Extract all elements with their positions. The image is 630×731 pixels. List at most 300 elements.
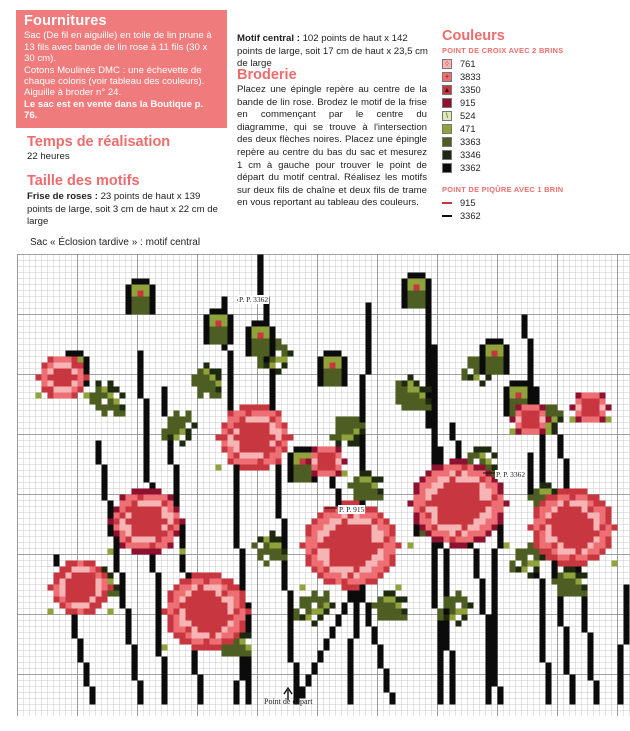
stem-stitch bbox=[234, 489, 240, 495]
bloom-stitch bbox=[330, 525, 336, 531]
bloom-stitch bbox=[360, 555, 366, 561]
stem-stitch bbox=[360, 597, 366, 603]
bloom-stitch bbox=[126, 519, 132, 525]
stem-stitch bbox=[618, 687, 624, 693]
stem-stitch bbox=[432, 363, 438, 369]
bud-stitch bbox=[510, 399, 516, 405]
bloom-stitch bbox=[588, 405, 594, 411]
leaf-stitch bbox=[246, 651, 252, 657]
color-code: 761 bbox=[460, 59, 476, 69]
leaf-stitch bbox=[402, 405, 408, 411]
stem-stitch bbox=[78, 645, 84, 651]
legend-row-915 bbox=[442, 97, 476, 109]
leaf-stitch bbox=[462, 603, 468, 609]
bud-stitch bbox=[258, 327, 264, 333]
bloom-stitch bbox=[324, 525, 330, 531]
stem-stitch bbox=[288, 591, 294, 597]
bloom-stitch bbox=[534, 411, 540, 417]
bloom-stitch bbox=[456, 471, 462, 477]
bloom-stitch bbox=[240, 621, 246, 627]
bloom-stitch bbox=[354, 567, 360, 573]
bloom-stitch bbox=[336, 543, 342, 549]
stem-stitch bbox=[546, 693, 552, 699]
stem-stitch bbox=[444, 555, 450, 561]
bud-stitch bbox=[270, 333, 276, 339]
bloom-stitch bbox=[204, 597, 210, 603]
bloom-stitch bbox=[546, 555, 552, 561]
bud-stitch bbox=[150, 291, 156, 297]
stem-stitch bbox=[618, 645, 624, 651]
bloom-stitch bbox=[228, 453, 234, 459]
stem-stitch bbox=[372, 627, 378, 633]
bloom-stitch bbox=[486, 519, 492, 525]
bloom-stitch bbox=[240, 447, 246, 453]
stem-stitch bbox=[222, 345, 228, 351]
bloom-stitch bbox=[318, 531, 324, 537]
stem-stitch bbox=[552, 567, 558, 573]
bloom-stitch bbox=[600, 411, 606, 417]
stem-stitch bbox=[138, 681, 144, 687]
stem-stitch bbox=[240, 549, 246, 555]
color-swatch bbox=[442, 124, 452, 134]
bloom-stitch bbox=[318, 567, 324, 573]
bud-stitch bbox=[480, 357, 486, 363]
bloom-stitch bbox=[546, 495, 552, 501]
bloom-stitch bbox=[72, 567, 78, 573]
bloom-stitch bbox=[78, 591, 84, 597]
stem-stitch bbox=[288, 627, 294, 633]
bloom-stitch bbox=[114, 519, 120, 525]
stem-stitch bbox=[150, 483, 156, 489]
bloom-stitch bbox=[588, 543, 594, 549]
bloom-stitch bbox=[60, 381, 66, 387]
bloom-stitch bbox=[144, 549, 150, 555]
bloom-stitch bbox=[228, 597, 234, 603]
bud-stitch bbox=[270, 345, 276, 351]
bloom-stitch bbox=[144, 531, 150, 537]
bloom-stitch bbox=[204, 639, 210, 645]
color-swatch: + bbox=[442, 72, 452, 82]
bloom-stitch bbox=[234, 459, 240, 465]
bud-stitch bbox=[420, 273, 426, 279]
bloom-stitch bbox=[372, 525, 378, 531]
stem-stitch bbox=[120, 573, 126, 579]
leaf-stitch bbox=[474, 447, 480, 453]
bloom-stitch bbox=[342, 555, 348, 561]
stem-stitch bbox=[228, 351, 234, 357]
bud-tip-stitch bbox=[216, 321, 222, 327]
bloom-stitch bbox=[540, 507, 546, 513]
bloom-stitch bbox=[492, 519, 498, 525]
bloom-stitch bbox=[72, 585, 78, 591]
leaf-stitch bbox=[408, 399, 414, 405]
bud-stitch bbox=[84, 381, 90, 387]
bloom-stitch bbox=[216, 609, 222, 615]
stem-stitch bbox=[450, 651, 456, 657]
bud-stitch bbox=[324, 381, 330, 387]
leaf-stitch bbox=[270, 363, 276, 369]
bloom-stitch bbox=[96, 585, 102, 591]
leaf-stitch bbox=[102, 393, 108, 399]
bloom-stitch bbox=[210, 639, 216, 645]
bloom-stitch bbox=[366, 561, 372, 567]
stem-stitch bbox=[138, 351, 144, 357]
leaf-stitch bbox=[414, 405, 420, 411]
stem-stitch bbox=[354, 591, 360, 597]
stem-stitch bbox=[366, 327, 372, 333]
bloom-stitch bbox=[240, 405, 246, 411]
bud-tip-stitch bbox=[492, 351, 498, 357]
bloom-stitch bbox=[156, 507, 162, 513]
bloom-stitch bbox=[444, 483, 450, 489]
bloom-stitch bbox=[576, 513, 582, 519]
bud-stitch bbox=[528, 393, 534, 399]
color-code: 3362 bbox=[460, 211, 481, 221]
leaf-stitch bbox=[192, 375, 198, 381]
bloom-stitch bbox=[564, 549, 570, 555]
sepal-stitch bbox=[108, 549, 114, 555]
leaf-stitch bbox=[210, 369, 216, 375]
bloom-stitch bbox=[432, 525, 438, 531]
bloom-stitch bbox=[210, 609, 216, 615]
leaf-stitch bbox=[186, 429, 192, 435]
bloom-stitch bbox=[210, 627, 216, 633]
sepal-stitch bbox=[342, 471, 348, 477]
stem-stitch bbox=[528, 345, 534, 351]
bloom-stitch bbox=[486, 483, 492, 489]
leaf-stitch bbox=[192, 423, 198, 429]
leaf-stitch bbox=[378, 477, 384, 483]
bloom-stitch bbox=[594, 411, 600, 417]
bloom-stitch bbox=[480, 531, 486, 537]
bud-stitch bbox=[522, 399, 528, 405]
leaf-stitch bbox=[384, 597, 390, 603]
bloom-stitch bbox=[276, 411, 282, 417]
stem-stitch bbox=[246, 669, 252, 675]
bloom-stitch bbox=[180, 609, 186, 615]
stem-stitch bbox=[198, 681, 204, 687]
leaf-stitch bbox=[234, 651, 240, 657]
bloom-stitch bbox=[192, 585, 198, 591]
bloom-stitch bbox=[570, 531, 576, 537]
stem-stitch bbox=[288, 603, 294, 609]
bloom-stitch bbox=[66, 603, 72, 609]
bloom-stitch bbox=[84, 591, 90, 597]
bloom-stitch bbox=[438, 495, 444, 501]
color-swatch bbox=[442, 150, 452, 160]
bloom-stitch bbox=[216, 591, 222, 597]
leaf-stitch bbox=[276, 339, 282, 345]
bloom-stitch bbox=[156, 519, 162, 525]
bloom-stitch bbox=[96, 567, 102, 573]
bloom-stitch bbox=[78, 573, 84, 579]
stem-stitch bbox=[234, 531, 240, 537]
stem-stitch bbox=[84, 669, 90, 675]
stem-stitch bbox=[624, 597, 630, 603]
bloom-stitch bbox=[126, 495, 132, 501]
leaf-stitch bbox=[348, 441, 354, 447]
stem-stitch bbox=[558, 615, 564, 621]
bud-stitch bbox=[486, 369, 492, 375]
bloom-stitch bbox=[444, 465, 450, 471]
bud-stitch bbox=[258, 345, 264, 351]
stem-stitch bbox=[564, 477, 570, 483]
bloom-stitch bbox=[180, 591, 186, 597]
stem-stitch bbox=[540, 447, 546, 453]
sepal-stitch bbox=[504, 543, 510, 549]
stem-stitch bbox=[246, 675, 252, 681]
stem-stitch bbox=[432, 585, 438, 591]
bud-stitch bbox=[342, 381, 348, 387]
bloom-stitch bbox=[378, 573, 384, 579]
bloom-stitch bbox=[264, 441, 270, 447]
bloom-stitch bbox=[78, 363, 84, 369]
leaf-stitch bbox=[354, 489, 360, 495]
bloom-stitch bbox=[180, 603, 186, 609]
broderie-text: Placez une épingle repère au centre de la bande de lin rose. Brodez le motif de la frise en commençant par le centre du diagramme, qui se trouve à l'intersection des deux flèches noires. Placez une épingle repère au centre du bas du sac et mesurez 1 cm à gauche pour trouver le point de départ du motif central. Réalisez les motifs sur deux fils de chaîne et deux fils de trame en vous reportant au tableau des couleurs. bbox=[237, 84, 427, 209]
stem-stitch bbox=[492, 573, 498, 579]
bloom-stitch bbox=[462, 513, 468, 519]
stem-stitch bbox=[162, 663, 168, 669]
stem-stitch bbox=[336, 495, 342, 501]
stem-stitch bbox=[540, 435, 546, 441]
stem-stitch bbox=[624, 627, 630, 633]
stem-stitch bbox=[474, 573, 480, 579]
leaf-stitch bbox=[96, 393, 102, 399]
stem-stitch bbox=[468, 543, 474, 549]
bloom-stitch bbox=[456, 525, 462, 531]
bloom-stitch bbox=[588, 555, 594, 561]
stem-stitch bbox=[156, 627, 162, 633]
legend-row-3363 bbox=[442, 136, 481, 148]
bloom-stitch bbox=[462, 471, 468, 477]
bloom-stitch bbox=[270, 459, 276, 465]
bloom-stitch bbox=[312, 459, 318, 465]
bloom-stitch bbox=[84, 561, 90, 567]
backstitch-row-3362 bbox=[442, 210, 481, 222]
stem-stitch bbox=[228, 399, 234, 405]
bloom-stitch bbox=[252, 435, 258, 441]
bud-stitch bbox=[258, 351, 264, 357]
bloom-stitch bbox=[324, 507, 330, 513]
bloom-stitch bbox=[378, 549, 384, 555]
bloom-stitch bbox=[588, 495, 594, 501]
bloom-stitch bbox=[606, 507, 612, 513]
bloom-stitch bbox=[138, 501, 144, 507]
bloom-stitch bbox=[120, 513, 126, 519]
fournitures-box bbox=[16, 10, 227, 128]
stem-stitch bbox=[240, 663, 246, 669]
bloom-stitch bbox=[318, 555, 324, 561]
bud-stitch bbox=[300, 447, 306, 453]
bloom-stitch bbox=[168, 507, 174, 513]
bloom-stitch bbox=[138, 519, 144, 525]
bud-stitch bbox=[336, 351, 342, 357]
bloom-stitch bbox=[450, 507, 456, 513]
bud-stitch bbox=[486, 345, 492, 351]
bloom-stitch bbox=[498, 495, 504, 501]
leaf-stitch bbox=[486, 465, 492, 471]
bloom-stitch bbox=[282, 435, 288, 441]
stem-stitch bbox=[426, 363, 432, 369]
stem-stitch bbox=[492, 561, 498, 567]
bud-stitch bbox=[402, 279, 408, 285]
bloom-stitch bbox=[600, 537, 606, 543]
bloom-stitch bbox=[594, 417, 600, 423]
bloom-stitch bbox=[54, 393, 60, 399]
leaf-stitch bbox=[426, 387, 432, 393]
bud-stitch bbox=[492, 357, 498, 363]
sepal-stitch bbox=[612, 561, 618, 567]
bud-tip-stitch bbox=[300, 459, 306, 465]
leaf-stitch bbox=[228, 651, 234, 657]
stem-stitch bbox=[276, 471, 282, 477]
bud-stitch bbox=[204, 315, 210, 321]
bud-stitch bbox=[330, 369, 336, 375]
leaf-stitch bbox=[450, 609, 456, 615]
bloom-stitch bbox=[216, 579, 222, 585]
bloom-stitch bbox=[264, 459, 270, 465]
stem-stitch bbox=[432, 579, 438, 585]
leaf-stitch bbox=[528, 543, 534, 549]
bud-stitch bbox=[492, 369, 498, 375]
bloom-stitch bbox=[192, 639, 198, 645]
stem-stitch bbox=[174, 483, 180, 489]
bud-stitch bbox=[264, 339, 270, 345]
bloom-stitch bbox=[192, 621, 198, 627]
stem-stitch bbox=[528, 357, 534, 363]
bloom-stitch bbox=[600, 531, 606, 537]
stem-stitch bbox=[570, 687, 576, 693]
stem-stitch bbox=[108, 507, 114, 513]
bloom-stitch bbox=[540, 525, 546, 531]
bloom-stitch bbox=[66, 591, 72, 597]
bloom-stitch bbox=[150, 543, 156, 549]
bloom-stitch bbox=[372, 543, 378, 549]
bloom-stitch bbox=[540, 549, 546, 555]
bloom-stitch bbox=[600, 543, 606, 549]
stem-stitch bbox=[564, 669, 570, 675]
bloom-stitch bbox=[60, 375, 66, 381]
bud-stitch bbox=[426, 279, 432, 285]
bloom-stitch bbox=[444, 531, 450, 537]
stem-stitch bbox=[150, 555, 156, 561]
bloom-stitch bbox=[306, 549, 312, 555]
bloom-stitch bbox=[228, 429, 234, 435]
bloom-stitch bbox=[102, 597, 108, 603]
stem-stitch bbox=[294, 663, 300, 669]
bloom-stitch bbox=[432, 489, 438, 495]
bloom-stitch bbox=[66, 375, 72, 381]
stem-stitch bbox=[144, 477, 150, 483]
stem-stitch bbox=[624, 621, 630, 627]
bloom-stitch bbox=[48, 363, 54, 369]
bloom-stitch bbox=[42, 369, 48, 375]
bud-stitch bbox=[480, 345, 486, 351]
bloom-stitch bbox=[90, 579, 96, 585]
bloom-stitch bbox=[84, 585, 90, 591]
bloom-stitch bbox=[120, 507, 126, 513]
leaf-stitch bbox=[162, 429, 168, 435]
bloom-stitch bbox=[174, 591, 180, 597]
bloom-stitch bbox=[594, 537, 600, 543]
leaf-stitch bbox=[396, 609, 402, 615]
leaf-stitch bbox=[540, 483, 546, 489]
bloom-stitch bbox=[540, 429, 546, 435]
bloom-stitch bbox=[120, 531, 126, 537]
stem-stitch bbox=[618, 681, 624, 687]
leaf-stitch bbox=[558, 585, 564, 591]
stem-stitch bbox=[540, 609, 546, 615]
bloom-stitch bbox=[528, 525, 534, 531]
bloom-stitch bbox=[258, 441, 264, 447]
bloom-stitch bbox=[390, 555, 396, 561]
stem-stitch bbox=[174, 465, 180, 471]
bloom-stitch bbox=[588, 537, 594, 543]
bloom-stitch bbox=[348, 567, 354, 573]
stem-stitch bbox=[540, 477, 546, 483]
bloom-stitch bbox=[330, 579, 336, 585]
bloom-stitch bbox=[204, 603, 210, 609]
stem-stitch bbox=[348, 699, 354, 705]
leaf-stitch bbox=[114, 399, 120, 405]
leaf-stitch bbox=[258, 363, 264, 369]
bloom-stitch bbox=[114, 525, 120, 531]
bloom-stitch bbox=[444, 495, 450, 501]
bloom-stitch bbox=[156, 525, 162, 531]
bud-stitch bbox=[222, 339, 228, 345]
bloom-stitch bbox=[456, 507, 462, 513]
bloom-stitch bbox=[336, 453, 342, 459]
stem-stitch bbox=[120, 591, 126, 597]
bloom-stitch bbox=[324, 513, 330, 519]
bloom-stitch bbox=[354, 585, 360, 591]
temps-title: Temps de réalisation bbox=[27, 134, 171, 150]
stem-stitch bbox=[180, 537, 186, 543]
color-code: 3363 bbox=[460, 137, 481, 147]
bloom-stitch bbox=[312, 537, 318, 543]
leaf-stitch bbox=[462, 375, 468, 381]
stem-stitch bbox=[360, 375, 366, 381]
stem-stitch bbox=[540, 657, 546, 663]
bloom-stitch bbox=[582, 411, 588, 417]
bloom-stitch bbox=[132, 525, 138, 531]
leaf-stitch bbox=[360, 477, 366, 483]
bud-stitch bbox=[252, 339, 258, 345]
stem-stitch bbox=[126, 615, 132, 621]
leaf-stitch bbox=[408, 405, 414, 411]
bud-stitch bbox=[132, 285, 138, 291]
leaf-stitch bbox=[564, 579, 570, 585]
leaf-stitch bbox=[282, 345, 288, 351]
bud-stitch bbox=[408, 273, 414, 279]
bloom-stitch bbox=[234, 417, 240, 423]
stem-stitch bbox=[564, 651, 570, 657]
leaf-stitch bbox=[318, 603, 324, 609]
bud-stitch bbox=[522, 387, 528, 393]
leaf-stitch bbox=[534, 495, 540, 501]
leaf-stitch bbox=[96, 387, 102, 393]
broderie-title: Broderie bbox=[237, 67, 297, 83]
bloom-stitch bbox=[306, 525, 312, 531]
bloom-stitch bbox=[450, 513, 456, 519]
bloom-stitch bbox=[540, 531, 546, 537]
bud-stitch bbox=[486, 363, 492, 369]
bloom-stitch bbox=[342, 585, 348, 591]
bloom-stitch bbox=[318, 561, 324, 567]
leaf-stitch bbox=[366, 483, 372, 489]
bloom-stitch bbox=[372, 507, 378, 513]
